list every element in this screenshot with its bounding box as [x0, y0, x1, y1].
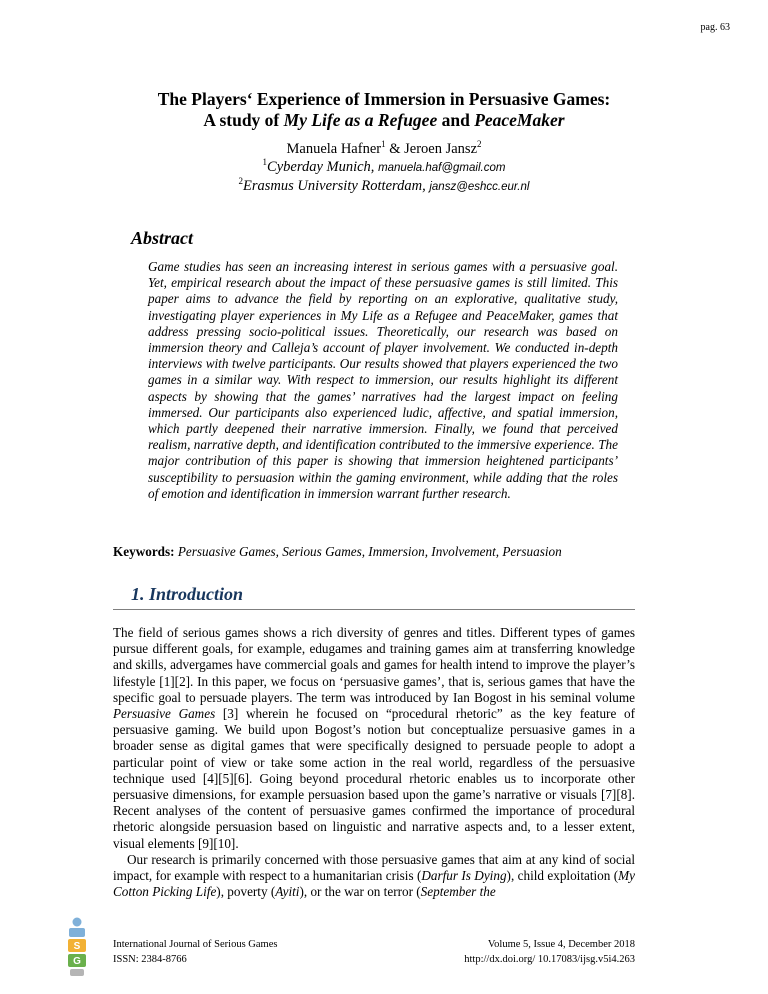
title-line-1: The Players‘ Experience of Immersion in Persuasive Games: — [157, 89, 611, 109]
svg-text:G: G — [73, 956, 81, 967]
author-names: Manuela Hafner$^1$ & Jeroen Jansz$^2$ — [286, 139, 482, 157]
section-rule — [113, 609, 635, 610]
journal-name: International Journal of Serious Games — [113, 939, 278, 950]
title-line-2: A study of My Life as a Refugee and PeaceMaker — [203, 110, 565, 130]
paper-title — [110, 89, 658, 131]
game-title-peacemaker: PeaceMaker — [474, 110, 565, 130]
abstract-text: Game studies has seen an increasing interest in serious games with a persuasive goal. Yet, empirical research about the impact of these persuasive games is still limited. This paper aims to advance the field by reporting on an explorative, qualitative study, investigating player experiences in My Life as a Refugee and PeaceMaker, games that address pressing socio-political issues. Theoretically, our research was based on immersion theory and Calleja’s account of player involvement. We conducted in-depth interviews with twelve participants. Our results showed that players experienced the two games in a similar way. With respect to immersion, our results highlight its different aspects by showing that the games’ narratives had the largest impact on feeling immersed. Our participants also experienced ludic, affective, and spatial immersion, which partly deepened their narrative immersion. Finally, we found that perceived realism, narrative depth, and identification contributed to the immersive experience. The major contribution of this paper is showing that immersion heightened participants’ susceptibility to persuasion within the gaming environment, while adding that the roles of emotion and identification in immersion warrant further research. — [148, 259, 618, 501]
volume: Volume 5, Issue 4, December 2018 — [487, 939, 635, 950]
abstract-heading: Abstract — [131, 228, 194, 248]
affiliation-1: $^1$Cyberday Munich, manuela.haf@gmail.com — [262, 157, 506, 175]
footer-volume-info — [400, 937, 635, 967]
keywords — [113, 544, 562, 560]
keywords-label: Keywords: — [113, 544, 175, 559]
email-link[interactable]: jansz@eshcc.eur.nl — [429, 181, 530, 193]
page-number: pag. 63 — [700, 22, 730, 33]
section-heading: 1. Introduction — [131, 584, 244, 604]
paragraph: The field of serious games shows a rich diversity of genres and titles. Different types of games pursue different goals, for example, edugames and training games aim at transferring knowledge and skills, advergames have commercial goals and games for health intend to improve the player’s lifestyle [1][2]. In this paper, we focus on ‘persuasive games’, that is, serious games that have the specific goal to persuade players. The term was introduced by Ian Bogost in his seminal volume Persuasive Games [3] wherein he focused on “procedural rhetoric” as the key feature of persuasive gaming. We build upon Bogost’s notion but conceptualize persuasive games in a broader sense as digital games that were specifically designed to persuade people to adopt a particular point of view or take some action in the real world, regardless of the persuasive technique used [4][5][6]. Going beyond procedural rhetoric enables us to incorporate other persuasive dimensions, for example persuasion based upon the game’s narrative or visuals [7][8]. Recent analyses of the content of persuasive games confirmed the importance of procedural rhetoric alongside persuasion based on linguistic and narrative aspects and, to a lesser extent, visual elements [9][10]. — [113, 625, 635, 851]
game-title-refugee: My Life as a Refugee — [283, 110, 438, 130]
issn: ISSN: 2384-8766 — [113, 954, 187, 965]
paragraph: Our research is primarily concerned with those persuasive games that aim at any kind of social impact, for example with respect to a humanitarian crisis (Darfur Is Dying), child exploitation (My Cotton Picking Life), poverty (Ayiti), or the war on terror (September the — [113, 851, 635, 900]
email-link[interactable]: manuela.haf@gmail.com — [378, 162, 506, 174]
affiliation-2: $^2$Erasmus University Rotterdam, jansz@eshcc.eur.nl — [238, 176, 530, 194]
keywords-list: Persuasive Games, Serious Games, Immersion, Involvement, Persuasion — [174, 544, 562, 559]
body-text — [113, 625, 635, 900]
doi-link[interactable]: http://dx.doi.org/ 10.17083/ijsg.v5i4.263 — [464, 954, 635, 965]
footer-journal-info — [113, 937, 277, 967]
svg-text:S: S — [73, 941, 81, 952]
author-block — [110, 140, 658, 196]
ijsg-logo-icon — [66, 916, 88, 978]
